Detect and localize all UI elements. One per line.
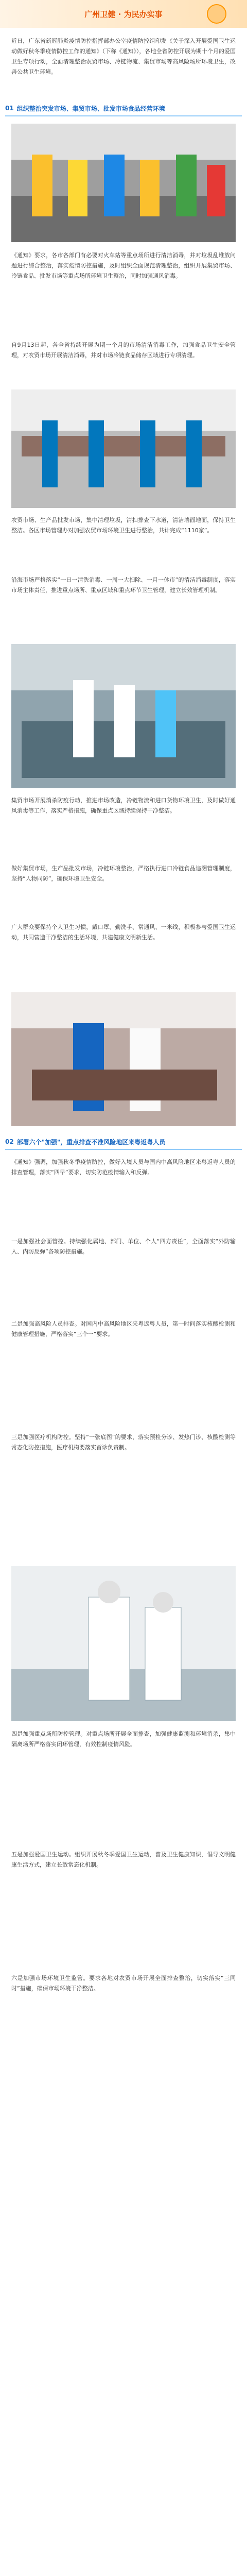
- paragraph-15: 六是加强市场环境卫生监管。要求各地对农贸市场开展全面排查整治，切实落实“三同时”措施，确保市场环境干净整洁。: [11, 1975, 236, 1992]
- section-number: 01: [5, 105, 14, 112]
- paragraph-8: 广大群众要保持个人卫生习惯，戴口罩、勤洗手、常通风、一米线，积极参与爱国卫生运动，共同营造干净整洁的生活环境，共建健康文明新生活。: [11, 924, 236, 941]
- paragraph-9: 《通知》强调，加强秋冬季疫情防控，做好入境人员与国内中高风险地区来粤返粤人员的排查管理，落实“四早”要求，切实防范疫情输入和反弹。: [11, 1159, 236, 1176]
- emblem-icon: [207, 4, 226, 24]
- paragraph-14: 五是加强爱国卫生运动。组织开展秋冬季爱国卫生运动，普及卫生健康知识，倡导文明健康生活方式，建立长效常态化机制。: [11, 1851, 236, 1868]
- paragraph-11: 二是加强高风险人员排查。对国内中高风险地区来粤返粤人员，第一时间落实核酸检测和健康管理措施，严格落实“三个一”要求。: [11, 1320, 236, 1337]
- paragraph-3: 自9月13日起，各全省持续开展为期一个月的市场清洁消毒工作，加强食品卫生安全管理，对农贸市场开展清洁消毒，并对市场冷链食品储存区域进行专项清理。: [11, 342, 236, 359]
- paragraph-13: 四是加强重点场所防控管理。对重点场所开展全面排查，加强健康监测和环境消杀，集中隔离场所严格落实闭环管理，有效控制疫情风险。: [11, 1731, 236, 1748]
- section-number: 02: [5, 1138, 14, 1145]
- market-stall-photo: [11, 389, 236, 508]
- section-title-text: 组织整治突发市场、集贸市场、批发市场食品经营环境: [16, 105, 165, 112]
- paragraph-12: 三是加强医疗机构防控。坚持“一张底图”的要求，落实预检分诊、发热门诊、核酸检测等常态化防控措施，医疗机构要落实首诊负责制。: [11, 1434, 236, 1451]
- paragraph-6: 集贸市场开展消杀防疫行动，推进市场改造，冷链物流和进口货物环境卫生，及时做好通风消毒等工作，落实严格措施，确保重点区域持续保持干净整洁。: [11, 797, 236, 814]
- paragraph-4: 农贸市场、生产品批发市场，集中清理垃圾，清扫排查下水道，清洁墙面地面，保持卫生整洁。各区市场管理办对加强农贸市场环境卫生进行整治，共计完成“1110家”。: [11, 517, 236, 534]
- section-title-text: 部署六个"加强"，重点排查不准风险地区来粤返粤人员: [16, 1138, 166, 1146]
- inspection-photo: [11, 992, 236, 1126]
- section-divider: [5, 115, 242, 116]
- paragraph-7: 做好集贸市场，生产品批发市场，冷链环境整治，严格执行进口冷链食品追溯管理制度，坚持“人物同防”，确保环境卫生安全。: [11, 865, 236, 882]
- paragraph-10: 一是加强社会面管控。持续强化属地、部门、单位、个人“四方责任”，全面落实“外防输入、内防反弹”各项防控措施。: [11, 1238, 236, 1255]
- header-title: 广州卫健 · 为民办实事: [84, 9, 163, 19]
- medical-staff-photo: [11, 1566, 236, 1721]
- paragraph-2: 《通知》要求，各市各部门有必要对火车站等重点场所进行清洁消毒，并对垃圾乱堆放问题进行综合整治，落实疫情防控措施，及时组织全面规范清理整治，组织开展集贸市场、冷链食品、批发市场等重点场所环境卫生整治，同时加强通风消毒。: [11, 252, 236, 279]
- intro-paragraph: 近日，广东省新冠肺炎疫情防控指挥部办公室疫情防控组印发《关于深入开展爱国卫生运动做好秋冬季疫情防控工作的通知》（下称《通知》），各地全省防控开展为期十个月的爱国卫生专项行动，全面清理整治农贸市场、冷链物流、集贸市场等高风险场所环境卫生，改善公共卫生环境。: [11, 38, 236, 75]
- header-banner: [0, 0, 247, 28]
- section-title-1: [5, 101, 242, 115]
- paragraph-5: 沿海市场严格落实“一日一清洗消毒、一周一大扫除、一月一休市”的清洁消毒制度，落实市场主体责任，推进重点场所、重点区域和重点环节卫生管理，建立长效管理机制。: [11, 577, 236, 594]
- market-cleaning-photo: [11, 124, 236, 242]
- section-title-2: [5, 1134, 242, 1149]
- seafood-market-photo: [11, 644, 236, 788]
- section-divider: [5, 1149, 242, 1150]
